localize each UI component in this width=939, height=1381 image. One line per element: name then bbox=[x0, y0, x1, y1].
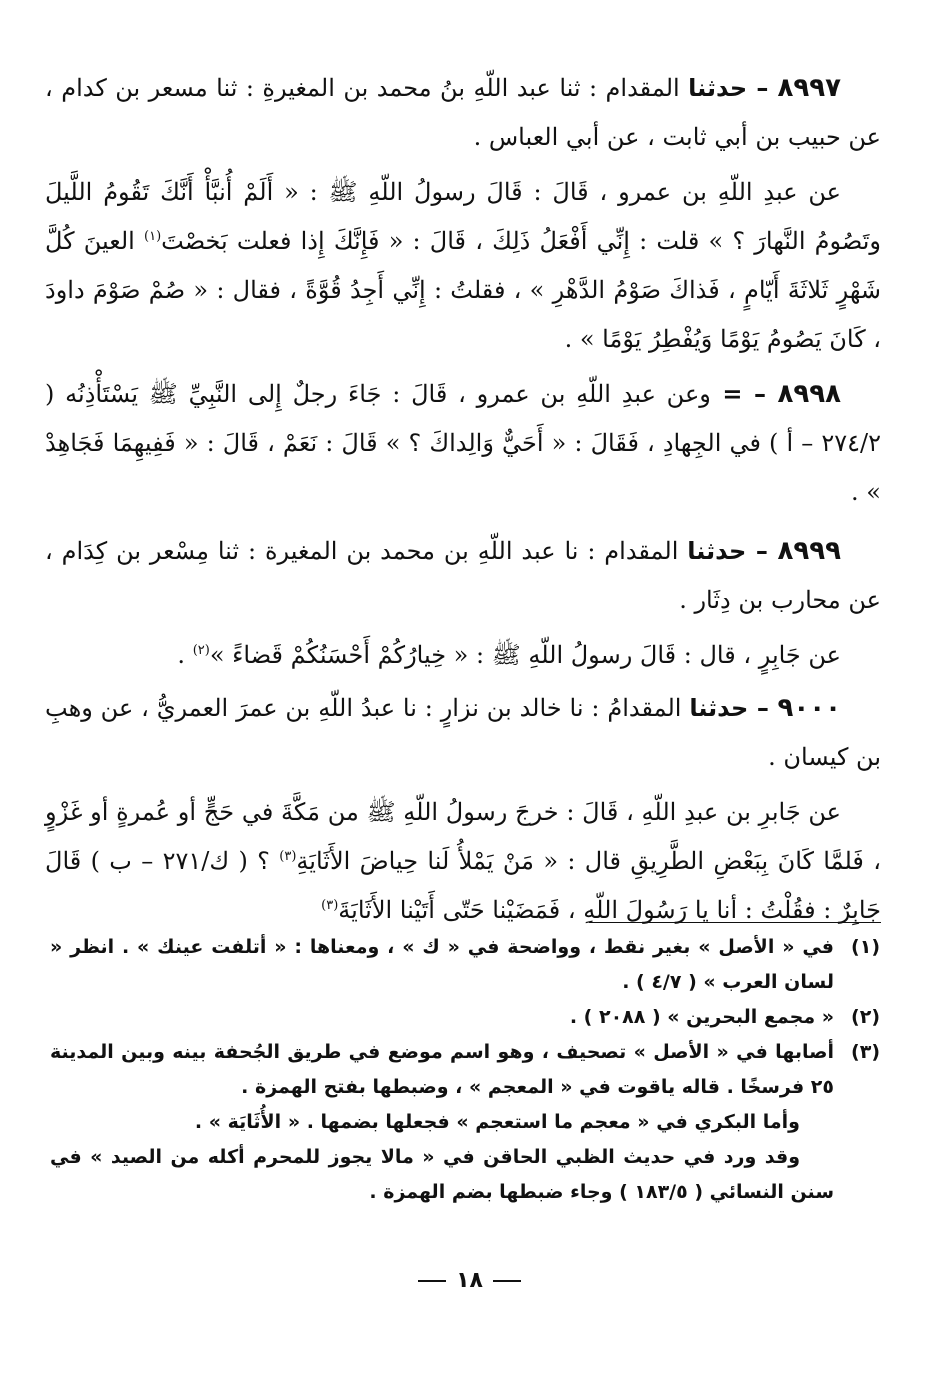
hadith-chain-text: المقدام : ثنا عبد اللّهِ بنُ محمد بن المغيرةِ : ثنا مسعر بن كدام ، عن حبيب بن أبي ثابت ، عن أبي العباس . bbox=[45, 74, 881, 151]
footnote-3-continuation: وقد ورد في حديث الظبي الحاقن في « مالا يجوز للمحرم أكله من الصيد » في سنن النسائي ( ١٨٣/٥ ) وجاء ضبطها بضم الهمزة . bbox=[50, 1146, 834, 1203]
footnote-1 bbox=[50, 930, 880, 1000]
hadith-number: ٨٩٩٧ bbox=[777, 73, 841, 103]
footnote-number: (٣) bbox=[851, 1041, 880, 1063]
hadith-lead-word: حدثنا bbox=[689, 694, 749, 722]
hadith-matn-text: عن جَابِرٍ ، قال : قَالَ رسولُ اللّهِ ﷺ : « خِيارُكُمْ أَحْسَنُكُمْ قَضاءً » bbox=[209, 641, 841, 669]
page-number-dash bbox=[493, 1280, 521, 1282]
hadith-separator: – bbox=[748, 694, 778, 722]
footnote-ref-3-again[interactable]: (٣) bbox=[321, 898, 339, 913]
footnote-ref-1[interactable]: (١) bbox=[144, 229, 162, 244]
hadith-chain-text: المقدام : نا عبد اللّهِ بن محمد بن المغيرة : ثنا مِسْعر بن كِدَام ، عن محارب بن دِثَار . bbox=[45, 537, 881, 614]
footnote-ref-3[interactable]: (٣) bbox=[279, 849, 297, 864]
hadith-8997-matn bbox=[45, 168, 881, 364]
footnote-text: في « الأصل » بغير نقط ، وواضحة في « ك » ، ومعناها : « أتلفت عينك » . انظر « لسان العرب » ( ٤/٧ ) . bbox=[50, 936, 834, 993]
hadith-matn-text: عن جَابرِ بن عبدِ اللّهِ ، قَالَ : خرجَ رسولُ اللّهِ ﷺ من مَكَّةَ في حَجٍّ أو عُمرةٍ أو غَزْوٍ ، فَلمَّا كَانَ بِبَعْضِ الطَّرِيقِ قال : « مَنْ يَمْلأُ لَنا حِياضَ الأَثَايَةِ bbox=[45, 798, 881, 875]
page-number-value: ١٨ bbox=[456, 1268, 483, 1293]
hadith-number: ٨٩٩٩ bbox=[777, 536, 841, 566]
hadith-separator: – bbox=[747, 74, 778, 102]
hadith-lead-word: حدثنا bbox=[687, 537, 747, 565]
hadith-9000-matn bbox=[45, 788, 881, 935]
hadith-number: ٩٠٠٠ bbox=[777, 693, 841, 723]
footnote-text: أصابها في « الأصل » تصحيف ، وهو اسم موضع في طريق الجُحفة بينه وبين المدينة ٢٥ فرسخًا . قاله ياقوت في « المعجم » ، وضبطها بفتح الهمزة . bbox=[50, 1041, 834, 1098]
page-number-dash bbox=[418, 1280, 446, 1282]
footnote-3 bbox=[50, 1035, 880, 1105]
hadith-separator: – bbox=[746, 537, 778, 565]
page-number bbox=[0, 1268, 939, 1293]
hadith-9000-chain bbox=[45, 684, 881, 782]
hadith-separator: – = bbox=[710, 380, 778, 408]
footnote-2 bbox=[50, 1000, 880, 1035]
hadith-matn-text: . bbox=[177, 641, 193, 669]
hadith-number: ٨٩٩٨ bbox=[777, 379, 841, 409]
footnote-divider bbox=[589, 922, 881, 923]
hadith-matn-text: العينَ كُلَّ شَهْرٍ ثَلاثَةَ أَيّامٍ ، فَذاكَ صَوْمُ الدَّهْرِ » ، فقلتُ : إِنِّي أَجِدُ قُوَّةً ، فقال : « صُمْ صَوْمَ داودَ ، كَانَ يَصُومُ يَوْمًا وَيُفْطِرُ يَوْمًا » . bbox=[45, 227, 881, 353]
hadith-matn-text: وعن عبدِ اللّهِ بن عمرو ، قَالَ : جَاءَ رجلٌ إِلى النَّبِيِّ ﷺ يَسْتَأْذِنُه ( ٢٧٤/٢ – أ ) في الجِهادِ ، فَقَالَ : « أَحَيٌّ وَالِداكَ ؟ » قَالَ : نَعَمْ ، قَالَ : « فَفِيهِمَا فَجَاهِدْ » . bbox=[45, 380, 881, 506]
footnotes bbox=[50, 930, 880, 1210]
hadith-8999-chain bbox=[45, 527, 881, 625]
footnote-text: « مجمع البحرين » ( ٢٠٨٨ ) . bbox=[569, 1006, 834, 1028]
hadith-lead-word: حدثنا bbox=[688, 74, 748, 102]
footnote-3-continuation: وأما البكري في « معجم ما استعجم » فجعلها بضمها . « الأُثَايَة » . bbox=[194, 1111, 800, 1133]
footnote-number: (١) bbox=[851, 936, 880, 958]
hadith-8999-matn bbox=[45, 631, 881, 680]
hadith-8998 bbox=[45, 370, 881, 517]
hadith-matn-text: ؟ ( ك/٢٧١ – ب ) قَالَ جَابِرٌ : فقُلْتُ : أنا يا رَسُولَ اللّهِ ، فَمَضَيْنا حَتّى أَتَيْنا الأَثَايَةَ bbox=[45, 847, 881, 924]
hadith-matn-text: عن عبدِ اللّهِ بن عمرو ، قَالَ : قَالَ رسولُ اللّهِ ﷺ : « أَلَمْ أُنبَّأْ أَنَّكَ تَقُومُ اللَّيلَ وتَصُومُ النَّهارَ ؟ » قلت : إِنِّي أَفْعَلُ ذَلِكَ ، قَالَ : « فَإِنَّكَ إِذا فعلت بَخصْتَ bbox=[45, 178, 882, 255]
footnote-number: (٢) bbox=[851, 1006, 880, 1028]
footnote-ref-2[interactable]: (٢) bbox=[192, 643, 210, 658]
page-body bbox=[45, 60, 881, 935]
hadith-chain-text: المقدامُ : نا خالد بن نزارٍ : نا عبدُ اللّهِ بن عمرَ العمريُّ ، عن وهبِ بن كيسان . bbox=[45, 694, 881, 771]
hadith-8997-chain bbox=[45, 64, 881, 162]
